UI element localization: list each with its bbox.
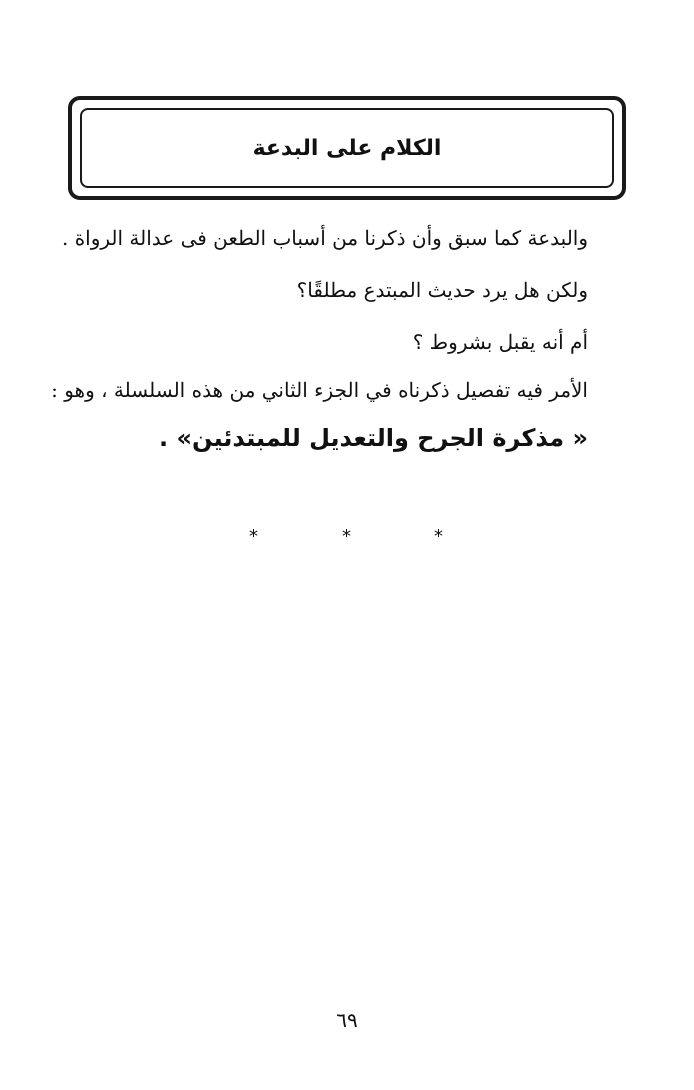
body-line: والبدعة كما سبق وأن ذكرنا من أسباب الطعن فى عدالة الرواة . xyxy=(61,226,588,250)
asterisk-icon: * xyxy=(342,526,351,547)
body-line: أم أنه يقبل بشروط ؟ xyxy=(412,330,588,354)
book-title-reference: « مذكرة الجرح والتعديل للمبتدئين» . xyxy=(159,424,588,452)
title-frame-inner xyxy=(80,108,614,188)
page-number: ٦٩ xyxy=(336,1008,358,1032)
section-divider-ornament xyxy=(0,526,694,556)
asterisk-icon: * xyxy=(249,526,258,547)
asterisk-icon: * xyxy=(434,526,443,547)
title-frame xyxy=(68,96,626,200)
body-line: الأمر فيه تفصيل ذكرناه في الجزء الثاني من هذه السلسلة ، وهو : xyxy=(51,378,588,402)
section-title: الكلام على البدعة xyxy=(252,135,442,161)
body-line: ولكن هل يرد حديث المبتدع مطلقًا؟ xyxy=(296,278,588,302)
